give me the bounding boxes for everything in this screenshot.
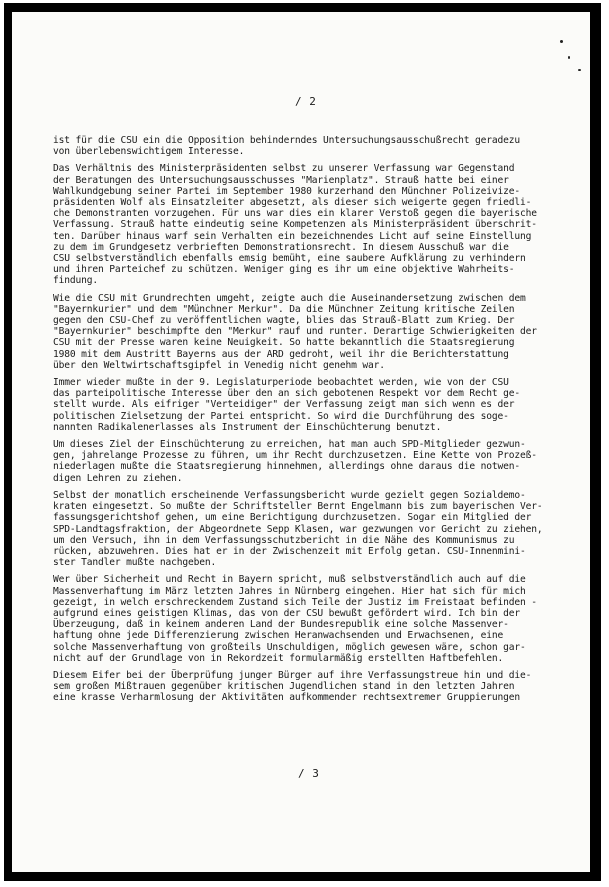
text-line: Diesem Eifer bei der Überprüfung junger Bürger auf ihre Verfassungstreue hin und die-	[53, 669, 532, 681]
text-line: "Bayernkurier" beschimpfte den "Merkur" rauf und runter. Derartige Schwierigkeiten der	[53, 326, 537, 338]
paragraph	[53, 135, 565, 157]
text-line: präsidenten Wolf als Einsatzleiter abgesetzt, als dieser sich weigerte gegen friedli-	[53, 197, 532, 209]
text-line: solche Massenverhaftung von großteils Unschuldigen, möglich gewesen wäre, schon gar-	[53, 641, 526, 653]
text-line: CSU selbstverständlich ebenfalls emsig bemüht, eine saubere Aufklärung zu verhindern	[53, 253, 526, 265]
text-line: Wie die CSU mit Grundrechten umgeht, zeigte auch die Auseinandersetzung zwischen dem	[53, 292, 526, 304]
text-line: che Demonstranten vorzugehen. Für uns war dies ein klarer Verstoß gegen die bayerische	[53, 208, 537, 220]
text-line: kraten eingesetzt. So mußte der Schriftsteller Bernt Engelmann bis zum bayerischen Ver-	[53, 501, 543, 513]
text-line: fassungsgerichtshof gehen, um eine Berichtigung durchzusetzen. Sogar ein Mitglied der	[53, 512, 532, 524]
text-line: sem großen Mißtrauen gegenüber kritischen Jugendlichen stand in den letzten Jahren	[53, 681, 515, 693]
text-line: digen Lehren zu ziehen.	[53, 472, 183, 484]
page-number-top: / 2	[295, 95, 317, 108]
text-line: und ihren Parteichef zu schützen. Weniger ging es ihr um eine objektive Wahrheits-	[53, 264, 515, 276]
text-line: aufgrund eines geistigen Klimas, das von der CSU bewußt gefördert wird. Ich bin der	[53, 607, 520, 619]
text-line: "Bayernkurier" und dem "Münchner Merkur". Da die Münchner Zeitung kritische Zeilen	[53, 303, 515, 315]
text-line: Verfassung. Strauß hatte eindeutig seine Kompetenzen als Ministerpräsident überschrit-	[53, 219, 537, 231]
scan-speck	[568, 56, 570, 59]
text-line: über den Weltwirtschaftsgipfel in Venedig nicht genehm war.	[53, 359, 385, 371]
text-line: Wer über Sicherheit und Recht in Bayern spricht, muß selbstverständlich auch auf die	[53, 574, 526, 586]
text-line: zu dem im Grundgesetz verbrieften Demonstrationsrecht. In diesem Ausschuß war die	[53, 241, 509, 253]
paragraph	[53, 377, 565, 433]
text-line: ster Tandler mußte nachgeben.	[53, 557, 217, 569]
text-line: rücken, abzuwehren. Dies hat er in der Zwischenzeit mit Erfolg getan. CSU-Innenmini-	[53, 545, 526, 557]
text-line: 1980 mit dem Austritt Bayerns aus der ARD gedroht, weil ihr die Berichterstattung	[53, 348, 509, 360]
text-line: haftung ohne jede Differenzierung zwischen Heranwachsenden und Erwachsenen, eine	[53, 630, 504, 642]
paragraph	[53, 670, 565, 704]
text-line: ist für die CSU ein die Opposition behinderndes Untersuchungsausschußrecht geradezu	[53, 135, 520, 146]
paragraph	[53, 439, 565, 484]
paragraph	[53, 163, 565, 286]
text-line: Selbst der monatlich erscheinende Verfassungsbericht wurde gezielt gegen Sozialdemo-	[53, 489, 526, 501]
text-line: niederlagen mußte die Staatsregierung hinnehmen, allerdings ohne daraus die notwen-	[53, 461, 520, 473]
text-line: politischen Zielsetzung der Partei entspricht. So wird die Durchführung des soge-	[53, 410, 509, 422]
text-line: ten. Darüber hinaus warf sein Verhalten ein bezeichnendes Licht auf seine Einstellung	[53, 230, 532, 242]
scan-speck	[578, 69, 581, 71]
text-line: gen, jahrelange Prozesse zu führen, um ihr Recht durchzusetzen. Eine Kette von Prozeß-	[53, 450, 537, 462]
text-line: Überzeugung, daß in keinem anderen Land der Bundesrepublik eine solche Massenver-	[53, 619, 509, 631]
text-line: gegen den CSU-Chef zu veröffentlichen wagte, blies das Strauß-Blatt zum Krieg. Der	[53, 315, 515, 327]
text-line: Um dieses Ziel der Einschüchterung zu erreichen, hat man auch SPD-Mitglieder gezwun-	[53, 439, 526, 451]
text-line: CSU mit der Presse waren keine Neuigkeit. So hatte bekanntlich die Staatsregierung	[53, 337, 515, 349]
paragraph	[53, 293, 565, 371]
text-line: findung.	[53, 275, 99, 287]
document-body	[53, 135, 565, 710]
document-page	[12, 12, 590, 872]
text-line: nicht auf der Grundlage von in Rekordzeit formularmäßig erstellten Haftbefehlen.	[53, 652, 504, 664]
page-number-bottom: / 3	[298, 767, 320, 780]
text-line: von überlebenswichtigem Interesse.	[53, 146, 245, 158]
text-line: das parteipolitische Interesse über den an sich gebotenen Respekt vor dem Recht ge-	[53, 388, 520, 400]
text-line: der Beratungen des Untersuchungsausschusses "Marienplatz". Strauß hatte bei einer	[53, 174, 509, 186]
text-line: um den Versuch, ihn in dem Verfassungsschutzbericht in die Nähe des Kommunismus zu	[53, 534, 515, 546]
text-line: stellt wurde. Als eifriger "Verteidiger" der Verfassung zeigt man sich wenn es der	[53, 399, 515, 411]
scan-speck	[560, 40, 563, 43]
text-line: Wahlkundgebung seiner Partei im September 1980 kurzerhand den Münchner Polizeivize-	[53, 185, 520, 197]
paragraph	[53, 574, 565, 664]
text-line: Immer wieder mußte in der 9. Legislaturperiode beobachtet werden, wie von der CSU	[53, 377, 509, 389]
text-line: nannten Radikalenerlasses als Instrument der Einschüchterung benutzt.	[53, 421, 442, 433]
text-line: Das Verhältnis des Ministerpräsidenten selbst zu unserer Verfassung war Gegenstand	[53, 163, 515, 175]
text-line: eine krasse Verharmlosung der Aktivitäten aufkommender rechtsextremer Gruppierungen	[53, 692, 520, 704]
text-line: gezeigt, in welch erschreckendem Zustand sich Teile der Justiz im Freistaat befinden -	[53, 596, 537, 608]
text-line: Massenverhaftung im März letzten Jahres in Nürnberg eingehen. Hier hat sich für mich	[53, 585, 526, 597]
paragraph	[53, 490, 565, 568]
text-line: SPD-Landtagsfraktion, der Abgeordnete Sepp Klasen, war gezwungen vor Gericht zu ziehen,	[53, 523, 543, 535]
